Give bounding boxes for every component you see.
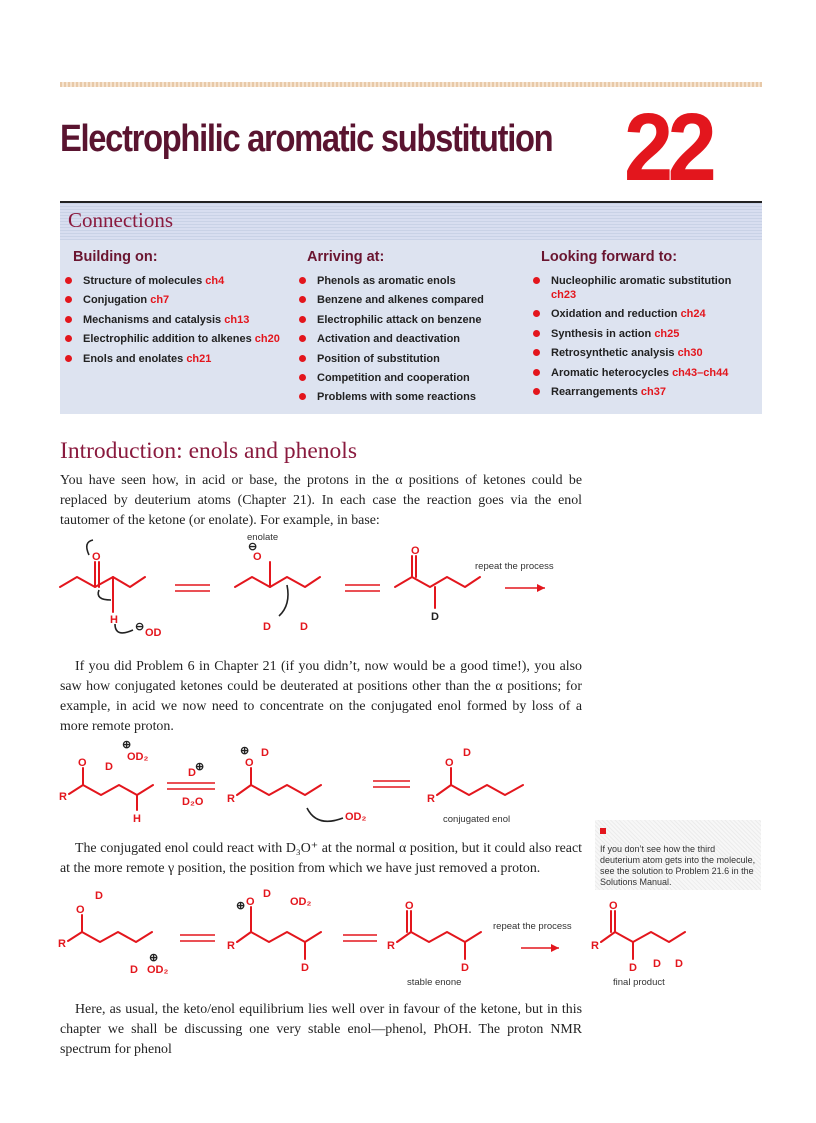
list-item: Enols and enolates ch21 [60,352,300,366]
paragraph-1: You have seen how, in acid or base, the protons in the α positions of ketones could be replaced by deuterium atoms (Chapter 21). In each case the reaction goes via the enol tautomer of the ketone (or enolate). For example, in base: [60,473,582,528]
repeat-caption: repeat the process [493,921,572,932]
list-item: Oxidation and reduction ch24 [528,307,753,321]
column-heading: Building on: [73,249,158,265]
column-heading: Looking forward to: [541,249,678,265]
margin-note-text: If you don’t see how the third deuterium atom gets into the molecule, see the solution to Problem 21.6 in the Solutions Manual. [600,844,756,887]
list-item: Retrosynthetic analysis ch30 [528,346,753,360]
chapter-number: 22 [624,94,712,201]
enolate-caption: enolate [247,532,279,543]
plus-sign: ⊕ [236,900,246,912]
conjugated-enol [437,785,523,795]
list-item: Synthesis in action ch25 [528,327,753,341]
scheme-conjugated-enol [55,738,565,828]
d-label: D [675,958,683,970]
list-item: Phenols as aromatic enols [294,274,524,288]
d-label: D [461,962,469,974]
d-label: D [431,611,439,623]
plus-sign: ⊕ [240,745,250,757]
d-label: D [105,761,113,773]
paragraph-3: The conjugated enol could react with D₃O⁺ at the normal α position, but it could also react at the more remote γ position, the position from which we have just removed a proton. [60,841,582,876]
connections-title: Connections [68,208,173,232]
oxygen-label: O [78,757,87,769]
d-label: D [301,962,309,974]
enone-skeleton [237,785,321,795]
d2o-label: D₂O [182,796,204,808]
note-marker-icon [600,828,606,834]
d-label: D [463,747,471,759]
d-label: D [188,767,196,779]
list-item: Benzene and alkenes compared [294,293,524,307]
column-heading: Arriving at: [307,249,385,265]
conjugated-enol-caption: conjugated enol [443,814,511,825]
stable-enone-skeleton [397,932,481,942]
enol-skeleton [68,932,152,942]
d-label: D [130,964,138,976]
h-label: H [110,614,118,626]
list-item: Competition and cooperation [294,371,524,385]
d-label: D [263,621,271,633]
list-item: Activation and deactivation [294,332,524,346]
oxygen-label: O [405,900,414,912]
top-rule [60,82,762,87]
r-label: R [227,940,235,952]
oxygen-label: O [246,896,255,908]
oxygen-label: O [445,757,454,769]
od2-label: OD₂ [290,896,312,908]
list-item: Problems with some reactions [294,390,524,404]
r-label: R [591,940,599,952]
curly-arrow [279,585,288,616]
oxygen-label: O [253,551,262,563]
enolate-skeleton [235,577,320,587]
h-label: H [133,813,141,825]
list-item: Electrophilic addition to alkenes ch20 [60,332,300,346]
final-product-caption: final product [613,977,665,988]
oxygen-label: O [76,904,85,916]
enone-skeleton [69,785,153,795]
r-label: R [59,791,67,803]
deuterated-ketone [395,577,480,587]
r-label: R [427,793,435,805]
d-label: D [95,890,103,902]
d-label: D [263,888,271,900]
chapter-title: Electrophilic aromatic substitution [60,118,553,160]
scheme-gamma-deuteration [55,885,705,995]
ketone-skeleton [60,577,145,587]
plus-sign: ⊕ [122,739,132,751]
oxygen-label: O [92,551,101,563]
d-label: D [300,621,308,633]
curly-arrow [307,808,343,821]
connections-column-building [60,249,300,371]
minus-sign: ⊖ [135,621,145,633]
oxygen-label: O [245,757,254,769]
list-item: Conjugation ch7 [60,293,300,307]
margin-note [595,820,761,890]
cation-skeleton [237,932,321,942]
curly-arrow [98,590,111,600]
r-label: R [227,793,235,805]
od2-label: OD₂ [345,811,367,823]
r-label: R [58,938,66,950]
oxygen-label: O [609,900,618,912]
d-label: D [261,747,269,759]
d-label: D [629,962,637,974]
plus-sign: ⊕ [149,952,159,964]
list-item: Electrophilic attack on benzene [294,313,524,327]
section-title: Introduction: enols and phenols [60,438,357,464]
list-item: Rearrangements ch37 [528,385,753,399]
paragraph-4: Here, as usual, the keto/enol equilibrium lies well over in favour of the ketone, but in this chapter we shall be discussing one very stable enol—phenol, PhOH. The proton NMR spectrum for phenol [60,1002,582,1057]
list-item: Mechanisms and catalysis ch13 [60,313,300,327]
plus-sign: ⊕ [195,761,205,773]
r-label: R [387,940,395,952]
minus-sign: ⊖ [248,541,258,553]
list-item: Aromatic heterocycles ch43–ch44 [528,366,753,380]
od2-label: OD₂ [147,964,169,976]
d-label: D [653,958,661,970]
stable-enone-caption: stable enone [407,977,462,988]
list-item: Structure of molecules ch4 [60,274,300,288]
list-item: Position of substitution [294,352,524,366]
list-item: Nucleophilic aromatic substitution ch23 [528,274,753,302]
oxygen-label: O [411,545,420,557]
od2-label: OD₂ [127,751,149,763]
od-label: OD [145,627,162,639]
paragraph-2: If you did Problem 6 in Chapter 21 (if you didn’t, now would be a good time!), you also saw how conjugated ketones could be deuterated at positions other than the α positions; for example, in acid we now need to concentrate on the conjugated enol formed by loss of a more remote proton. [60,659,582,734]
connections-column-forward [528,249,753,404]
repeat-caption: repeat the process [475,561,554,572]
connections-column-arriving [294,249,524,410]
final-product-skeleton [601,932,685,942]
scheme-base-deuteration [55,530,565,645]
